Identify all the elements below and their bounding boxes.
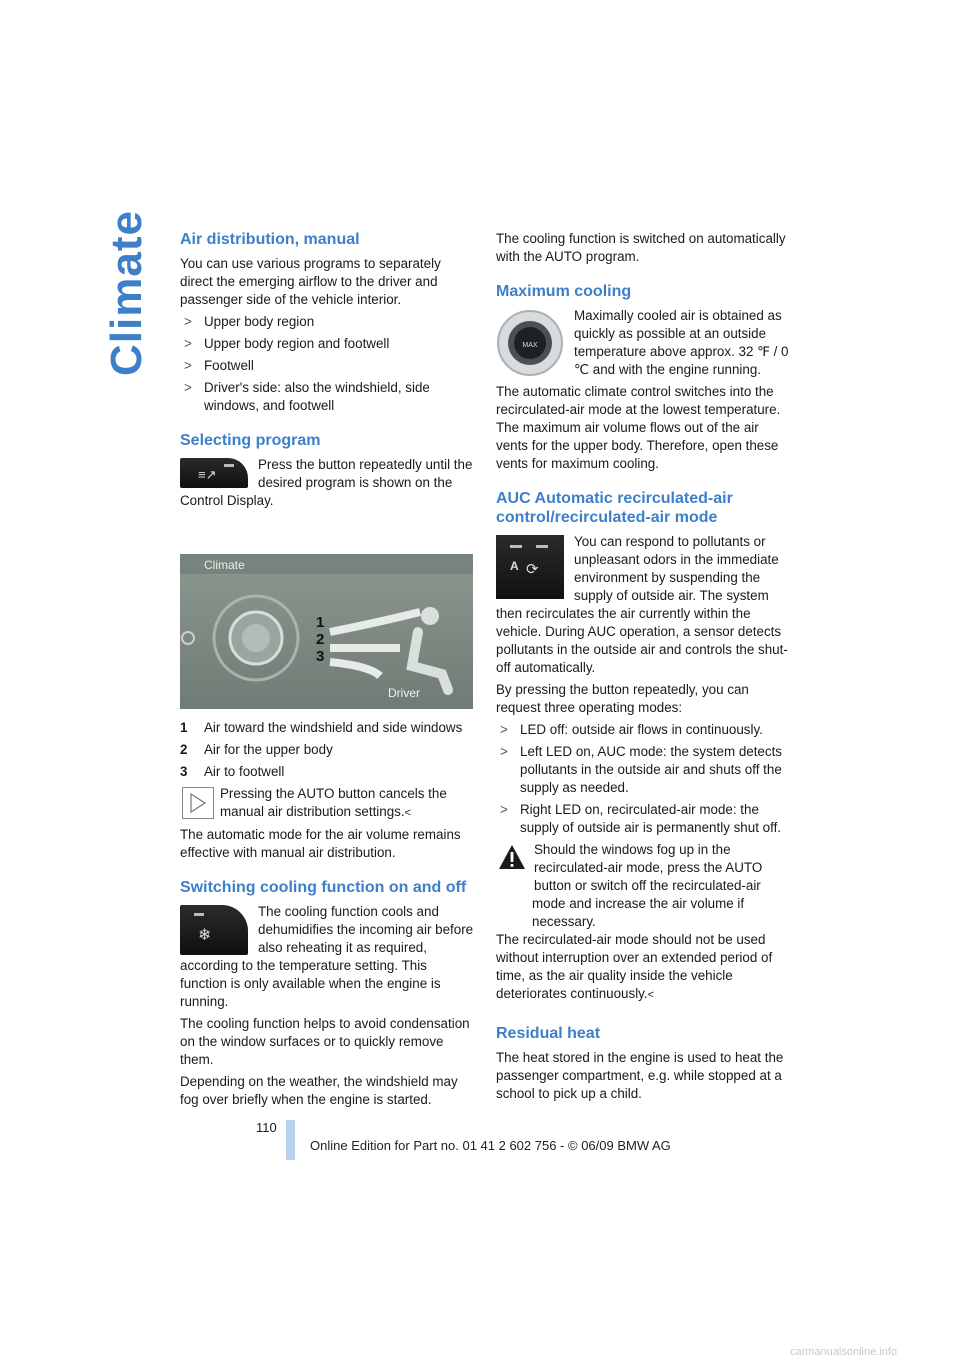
heading-residual-heat: Residual heat <box>496 1025 601 1042</box>
auc-text-2: By pressing the button repeatedly, you can request three operating modes: <box>496 682 749 715</box>
heading-cooling-function: Switching cooling function on and off <box>180 879 467 896</box>
list-item: > Upper body region and footwell <box>180 335 474 353</box>
note-icon <box>182 787 214 819</box>
auc-text: You can respond to pollutants or unpleasant odors in the immediate environment by suspending the supply of outside air. The system then recirculates the air currently within the vehicle. During AUC operation, a sensor detects pollutants in the outside air and controls the shut-off automatically. <box>496 534 788 675</box>
cooling-text-2: The cooling function helps to avoid condensation on the window surfaces or to quickly remove them. <box>180 1016 470 1067</box>
list-item: > Upper body region <box>180 313 474 331</box>
note-block <box>180 785 474 826</box>
section-tab-label: Climate <box>102 210 152 376</box>
display-label-1: 1 <box>316 614 325 631</box>
list-item: > Left LED on, AUC mode: the system detects pollutants in the outside air and shuts off the supply as needed. <box>496 743 790 797</box>
display-label-3: 3 <box>316 648 325 665</box>
auc-block <box>496 533 790 681</box>
warning-text: Should the windows fog up in the recirculated-air mode, press the AUTO button or switch off the recirculated-air mode and increase the air volume if necessary. <box>532 842 763 929</box>
led-indicator <box>224 464 234 467</box>
air-dist-list <box>180 313 474 415</box>
air-dist-intro: You can use various programs to separately direct the emerging airflow to the driver and passenger side of the vehicle interior. <box>180 256 441 307</box>
cooling-auto-text: The cooling function is switched on automatically with the AUTO program. <box>496 231 786 264</box>
display-driver-label: Driver <box>388 686 420 700</box>
footer-text: Online Edition for Part no. 01 41 2 602 756 - © 06/09 BMW AG <box>310 1138 671 1153</box>
warning-text-2: The recirculated-air mode should not be used without interruption over an extended period of time, as the air quality inside the vehicle deteriorates continuously. <box>496 932 773 1001</box>
left-led <box>510 545 522 548</box>
residual-heat-text: The heat stored in the engine is used to heat the passenger compartment, e.g. while stopped at a school to pick up a child. <box>496 1050 784 1101</box>
list-item: > Right LED on, recirculated-air mode: the supply of outside air is permanently shut off. <box>496 801 790 837</box>
heading-selecting-program: Selecting program <box>180 432 321 449</box>
auc-button-image <box>496 535 564 599</box>
air-direction-legend <box>180 719 474 781</box>
display-label-2: 2 <box>316 631 325 648</box>
list-item: > Footwell <box>180 357 474 375</box>
warning-icon <box>498 843 526 876</box>
right-column <box>496 230 790 1107</box>
selecting-block <box>180 456 474 514</box>
list-item: 3 Air to footwell <box>180 764 285 779</box>
list-item: 1 Air toward the windshield and side windows <box>180 720 463 735</box>
led-indicator <box>194 913 204 916</box>
heading-maximum-cooling: Maximum cooling <box>496 283 632 300</box>
page-number: 110 <box>256 1120 277 1135</box>
cooling-text-3: Depending on the weather, the windshield may fog over briefly when the engine is started. <box>180 1074 458 1107</box>
left-column <box>180 230 474 1113</box>
max-cooling-text: Maximally cooled air is obtained as quickly as possible at an outside temperature above approx. 32 ℉ / 0 ℃ and with the engine running. <box>574 308 789 377</box>
control-display-image <box>180 554 473 709</box>
snowflake-icon: ❄ <box>198 927 212 944</box>
recirculation-car-icon: ⟳ <box>526 561 539 578</box>
auto-mode-text: The automatic mode for the air volume remains effective with manual air distribution. <box>180 827 461 860</box>
program-button-image <box>180 458 248 488</box>
heading-air-distribution: Air distribution, manual <box>180 231 360 248</box>
footer-bar <box>286 1120 295 1160</box>
end-mark: < <box>404 807 412 819</box>
note-text: Pressing the AUTO button cancels the manual air distribution settings. <box>220 786 447 819</box>
max-cooling-text-2: The automatic climate control switches into the recirculated-air mode at the lowest temperature. The maximum air volume flows out of the air vents for the upper body. Therefore, open these vents for maximum cooling. <box>496 384 781 471</box>
air-distribution-icon: ≡↗ <box>198 467 217 482</box>
list-item: 2 Air for the upper body <box>180 742 333 757</box>
end-mark: < <box>647 989 655 1001</box>
cooling-block <box>180 903 474 1015</box>
list-item: > LED off: outside air flows in continuously. <box>496 721 790 739</box>
cooling-text: The cooling function cools and dehumidifies the incoming air before also reheating it as required, according to the temperature setting. This function is only available when the engine is running. <box>180 904 474 1009</box>
right-led <box>536 545 548 548</box>
auc-letter: A <box>510 559 519 573</box>
selecting-text: Press the button repeatedly until the desired program is shown on the Control Display. <box>180 457 473 508</box>
heading-auc: AUC Automatic recirculated-air control/recirculated-air mode <box>496 490 733 526</box>
list-item: > Driver's side: also the windshield, side windows, and footwell <box>180 379 474 415</box>
warning-block <box>496 841 790 1008</box>
max-knob-image <box>496 309 564 377</box>
max-knob-label: MAX <box>522 342 538 349</box>
watermark: carmanualsonline.info <box>790 1346 898 1358</box>
auc-mode-list <box>496 721 790 837</box>
section-tab <box>96 210 158 376</box>
cooling-button-image <box>180 905 248 955</box>
display-illustration <box>180 554 473 709</box>
display-title: Climate <box>204 558 245 572</box>
max-cooling-block <box>496 307 790 383</box>
